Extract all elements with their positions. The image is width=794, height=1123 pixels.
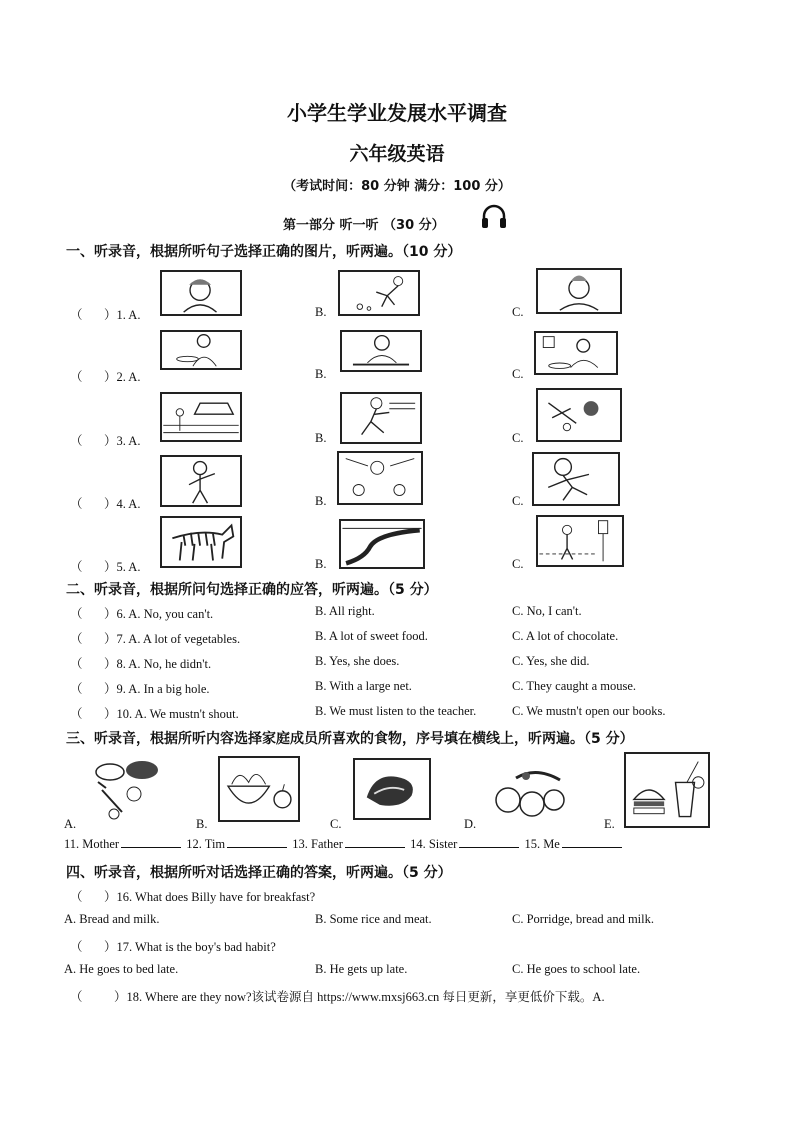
section3-title: 三、听录音，根据所听内容选择家庭成员所喜欢的食物，序号填在横线上，听两遍。（5 分）: [66, 731, 634, 747]
q4-label-b: B.: [315, 494, 327, 508]
burger-drink-picture: [624, 752, 710, 828]
q3-label-c: C.: [512, 431, 524, 445]
q16-option-c: C. Porridge, bread and milk.: [512, 912, 654, 926]
headphones-icon: [480, 202, 508, 230]
q9-option-a: ）9. A. In a big hole.: [104, 682, 210, 696]
q4-picture-a: [160, 455, 242, 507]
food-option-b-label: B.: [196, 817, 208, 831]
answer-paren: （: [70, 940, 83, 954]
q1-picture-c: [536, 268, 622, 314]
q3-picture-a: [160, 392, 242, 442]
answer-paren: （: [70, 607, 83, 621]
q3-label: ）3. A.: [104, 434, 141, 448]
q16-stem: ）16. What does Billy have for breakfast?: [104, 890, 316, 904]
answer-paren: （: [70, 657, 83, 671]
document-title: 小学生学业发展水平调查: [287, 101, 507, 125]
exam-info: （考试时间：80 分钟 满分：100 分）: [283, 179, 511, 194]
answer-paren: （: [70, 308, 83, 322]
q6-option-c: C. No, I can't.: [512, 604, 582, 618]
q4-picture-b: [337, 451, 423, 505]
q17-option-b: B. He gets up late.: [315, 962, 408, 976]
q1-picture-b: [338, 270, 420, 316]
q16-option-b: B. Some rice and meat.: [315, 912, 432, 926]
blank-sister[interactable]: [459, 846, 519, 848]
q10-option-b: B. We must listen to the teacher.: [315, 704, 477, 718]
blank-label-father: 13. Father: [292, 837, 343, 851]
answer-paren: （: [70, 632, 83, 646]
q5-picture-b: [339, 519, 425, 569]
q1-picture-a: [160, 270, 242, 316]
q5-picture-a: [160, 516, 242, 568]
q7-option-b: B. A lot of sweet food.: [315, 629, 428, 643]
food-option-d-label: D.: [464, 817, 477, 831]
q18-stem: ）18. Where are they now?该试卷源自 https://www.mxsj663.cn 每日更新，享更低价下载。A.: [114, 990, 605, 1004]
blank-label-mother: 11. Mother: [64, 837, 120, 851]
q9-option-c: C. They caught a mouse.: [512, 679, 637, 693]
q7-option-a: ）7. A. A lot of vegetables.: [104, 632, 241, 646]
answer-paren: （: [70, 990, 83, 1004]
q8-option-b: B. Yes, she does.: [315, 654, 400, 668]
q8-option-c: C. Yes, she did.: [512, 654, 590, 668]
q16-option-a: A. Bread and milk.: [64, 912, 160, 926]
q5-label-c: C.: [512, 557, 524, 571]
answer-paren: （: [70, 890, 83, 904]
q1-label: ）1. A.: [104, 308, 141, 322]
answer-paren: （: [70, 560, 83, 574]
q6-option-a: ）6. A. No, you can't.: [104, 607, 214, 621]
q2-label-c: C.: [512, 367, 524, 381]
food-option-e-label: E.: [604, 817, 615, 831]
blank-tim[interactable]: [227, 846, 287, 848]
document-subtitle: 六年级英语: [349, 143, 445, 165]
food-option-c-label: C.: [330, 817, 342, 831]
q2-picture-a: [160, 330, 242, 370]
q2-label-b: B.: [315, 367, 327, 381]
q3-picture-c: [536, 388, 622, 442]
q3-picture-b: [340, 392, 422, 444]
blank-me[interactable]: [562, 846, 622, 848]
q2-picture-b: [340, 330, 422, 372]
q7-option-c: C. A lot of chocolate.: [512, 629, 619, 643]
q10-option-c: C. We mustn't open our books.: [512, 704, 666, 718]
q4-label-c: C.: [512, 494, 524, 508]
part1-title: 第一部分 听一听 （30 分）: [283, 218, 445, 233]
q10-option-a: ）10. A. We mustn't shout.: [104, 707, 239, 721]
q6-option-b: B. All right.: [315, 604, 375, 618]
blank-label-sister: 14. Sister: [410, 837, 458, 851]
vegetables-picture: [88, 756, 166, 822]
q8-option-a: ）8. A. No, he didn't.: [104, 657, 212, 671]
blank-label-tim: 12. Tim: [186, 837, 226, 851]
q2-label: ）2. A.: [104, 370, 141, 384]
answer-paren: （: [70, 707, 83, 721]
q1-label-b: B.: [315, 305, 327, 319]
section2-title: 二、听录音，根据所问句选择正确的应答，听两遍。（5 分）: [66, 582, 438, 598]
q4-label: ）4. A.: [104, 497, 141, 511]
fruit-picture: [486, 760, 574, 826]
q3-label-b: B.: [315, 431, 327, 445]
answer-paren: （: [70, 370, 83, 384]
answer-paren: （: [70, 682, 83, 696]
noodles-apple-picture: [218, 756, 300, 822]
q17-option-a: A. He goes to bed late.: [64, 962, 179, 976]
blank-father[interactable]: [345, 846, 405, 848]
q2-picture-c: [534, 331, 618, 375]
blank-label-me: 15. Me: [524, 837, 560, 851]
food-option-a-label: A.: [64, 817, 77, 831]
q1-label-c: C.: [512, 305, 524, 319]
q5-picture-c: [536, 515, 624, 567]
answer-paren: （: [70, 434, 83, 448]
q5-label: ）5. A.: [104, 560, 141, 574]
q5-label-b: B.: [315, 557, 327, 571]
blank-mother[interactable]: [121, 846, 181, 848]
section1-title: 一、听录音，根据所听句子选择正确的图片，听两遍。（10 分）: [66, 244, 462, 260]
food-blanks-row: [64, 837, 624, 852]
q17-stem: ）17. What is the boy's bad habit?: [104, 940, 276, 954]
meat-picture: [353, 758, 431, 820]
q9-option-b: B. With a large net.: [315, 679, 412, 693]
q17-option-c: C. He goes to school late.: [512, 962, 641, 976]
section4-title: 四、听录音，根据所听对话选择正确的答案，听两遍。（5 分）: [66, 865, 452, 881]
answer-paren: （: [70, 497, 83, 511]
q4-picture-c: [532, 452, 620, 506]
